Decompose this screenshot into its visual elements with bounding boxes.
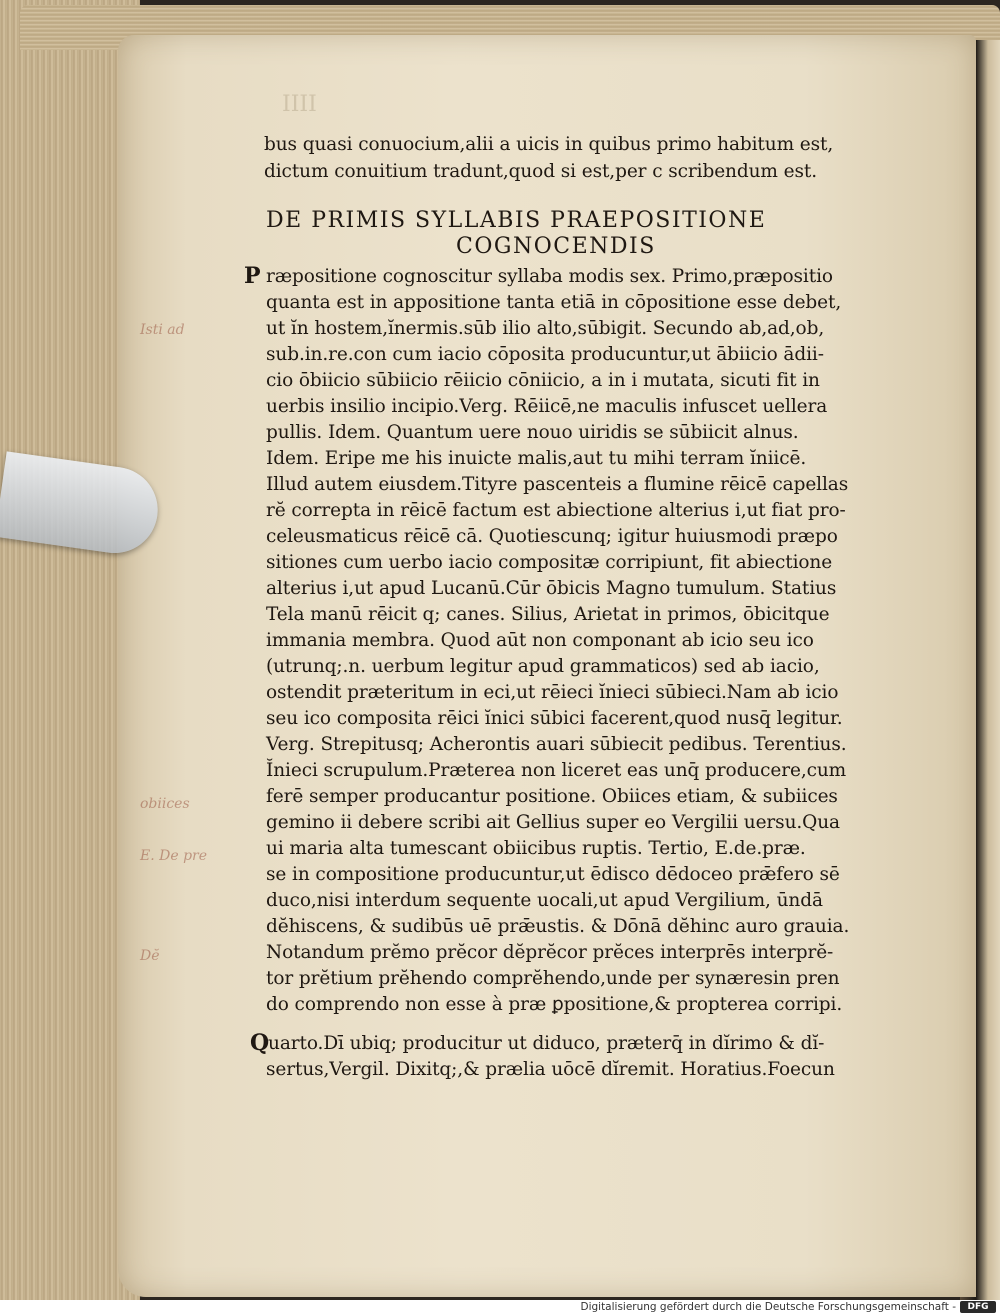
body-line: cio ōbiicio sūbiicio rēiicio cōniicio, a in i mutata, sicuti fit in bbox=[266, 370, 820, 391]
body-line: (utrunq;.n. uerbum legitur apud grammaticos) sed ab iacio, bbox=[266, 656, 820, 677]
body-line: pullis. Idem. Quantum uere nouo uiridis se sūbiicit alnus. bbox=[266, 422, 799, 443]
header-line: bus quasi conuocium,alii a uicis in quibus primo habitum est, bbox=[264, 134, 834, 155]
section-heading: DE PRIMIS SYLLABIS PRAEPOSITIONE bbox=[266, 208, 767, 233]
bleed-through-numeral: IIII bbox=[282, 92, 317, 117]
body-line: Tela manū rēicit q; canes. Silius, Arietat in primos, ōbicitque bbox=[266, 604, 830, 625]
body-line: Ĭnieci scrupulum.Præterea non liceret eas unq̄ producere,cum bbox=[266, 760, 847, 781]
body-line: Verg. Strepitusq; Acherontis auari sūbiecit pedibus. Terentius. bbox=[266, 734, 847, 755]
body-line: quanta est in appositione tanta etiā in cōpositione esse debet, bbox=[266, 292, 842, 313]
body-line: uarto.Dī ubiq; producitur ut diduco, præterq̄ in dĭrimo & dĭ- bbox=[268, 1033, 825, 1054]
body-line: seu ico composita rēici ĭnici sūbici facerent,quod nusq̄ legitur. bbox=[266, 708, 843, 729]
marginal-note: Dĕ bbox=[140, 948, 160, 964]
body-line: sitiones cum uerbo iacio compositæ corripiunt, fit abiectione bbox=[266, 552, 833, 573]
body-line: ut ĭn hostem,ĭnermis.sūb ilio alto,sūbigit. Secundo ab,ad,ob, bbox=[266, 318, 825, 339]
body-line: Notandum prĕmo prĕcor dĕprĕcor prĕces interprēs interprĕ- bbox=[266, 942, 834, 963]
body-line: tor prĕtium prĕhendo comprĕhendo,unde per synæresin pren bbox=[266, 968, 840, 989]
body-line: ferē semper producantur positione. Obiices etiam, & subiices bbox=[266, 786, 838, 807]
body-line: uerbis insilio incipio.Verg. Rēiicē,ne maculis infuscet uellera bbox=[266, 396, 828, 417]
body-line: alterius i,ut apud Lucanū.Cūr ōbicis Magno tumulum. Statius bbox=[266, 578, 837, 599]
body-line: ræpositione cognoscitur syllaba modis sex. Primo,præpositio bbox=[266, 266, 833, 287]
digitization-credit: Digitalisierung gefördert durch die Deutsche Forschungsgemeinschaft - bbox=[580, 1301, 956, 1313]
body-line: gemino ii debere scribi ait Gellius super eo Vergilii uersu.Qua bbox=[266, 812, 840, 833]
body-line: sertus,Vergil. Dixitq;,& prælia uōcē dĭremit. Horatius.Foecun bbox=[266, 1059, 835, 1080]
body-line: do comprendo non esse à præ ꝑpositione,& propterea corripi. bbox=[266, 994, 843, 1015]
marginal-note: E. De pre bbox=[140, 848, 208, 864]
body-line: immania membra. Quod aūt non componant ab icio seu ico bbox=[266, 630, 814, 651]
body-line: Illud autem eiusdem.Tityre pascenteis a flumine rēicē capellas bbox=[266, 474, 849, 495]
initial-letter: Q bbox=[250, 1030, 270, 1056]
section-heading: COGNOCENDIS bbox=[456, 234, 656, 259]
body-line: rĕ correpta in rēicē factum est abiectione alterius i,ut fiat pro- bbox=[266, 500, 846, 521]
header-line: dictum conuitium tradunt,quod si est,per c scribendum est. bbox=[264, 161, 818, 182]
body-line: ostendit præteritum in eci,ut rēieci ĭnieci sūbieci.Nam ab icio bbox=[266, 682, 839, 703]
body-line: Idem. Eripe me his inuicte malis,aut tu mihi terram ĭniicē. bbox=[266, 448, 807, 469]
marginal-note: Isti ad bbox=[140, 322, 185, 338]
body-line: sub.in.re.con cum iacio cōposita producuntur,ut ābiicio ādii- bbox=[266, 344, 824, 365]
body-line: duco,nisi interdum sequente uocali,ut apud Vergilium, ūndā bbox=[266, 890, 823, 911]
marginal-note: obiices bbox=[140, 796, 190, 812]
dfg-logo: DFG bbox=[960, 1301, 996, 1313]
body-line: ui maria alta tumescant obiicibus ruptis. Tertio, E.de.præ. bbox=[266, 838, 806, 859]
body-line: se in compositione producuntur,ut ēdisco dēdoceo prǣfero sē bbox=[266, 864, 840, 885]
initial-letter: P bbox=[244, 263, 261, 289]
body-line: celeusmaticus rēicē cā. Quotiescunq; igitur huiusmodi præpo bbox=[266, 526, 838, 547]
body-line: dĕhiscens, & sudibūs uē prǣustis. & Dōnā dĕhinc auro grauia. bbox=[266, 916, 850, 937]
